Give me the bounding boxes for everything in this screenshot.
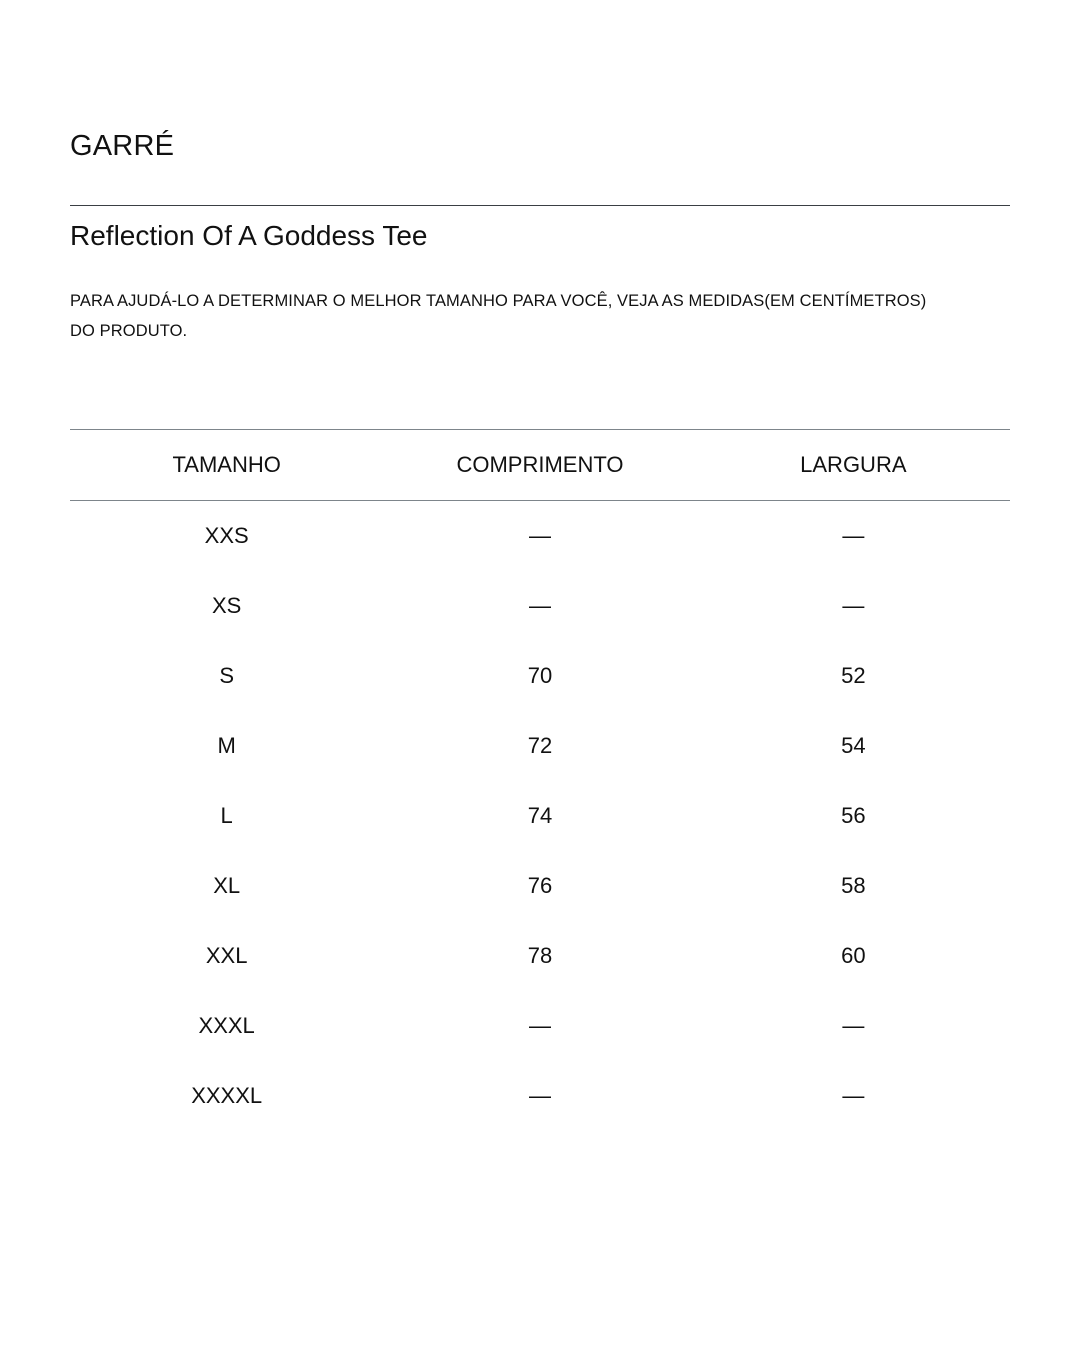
- width-cell: 52: [841, 663, 866, 688]
- size-cell: L: [220, 803, 233, 828]
- table-row: [70, 1061, 1010, 1131]
- width-cell: 60: [841, 943, 866, 968]
- product-title: Reflection Of A Goddess Tee: [70, 220, 428, 251]
- table-row: [70, 991, 1010, 1061]
- brand-logo: GARRÉ: [70, 130, 175, 162]
- length-cell: 70: [527, 663, 553, 688]
- size-cell: XXL: [205, 943, 248, 968]
- length-cell: 78: [527, 943, 553, 968]
- size-cell: XL: [213, 873, 241, 898]
- width-cell: —: [842, 1083, 865, 1108]
- length-cell: —: [528, 1083, 551, 1108]
- header-length: COMPRIMENTO: [456, 452, 624, 477]
- size-cell: XXXL: [198, 1013, 255, 1038]
- size-cell: XXXXL: [191, 1083, 263, 1108]
- size-cell: S: [219, 663, 234, 688]
- divider: [70, 205, 1010, 206]
- length-cell: 72: [527, 733, 553, 758]
- table-row: [70, 921, 1010, 991]
- length-cell: 74: [527, 803, 553, 828]
- size-guide-intro: [70, 286, 1010, 346]
- length-cell: 76: [527, 873, 553, 898]
- length-cell: —: [528, 1013, 551, 1038]
- intro-line: PARA AJUDÁ-LO A DETERMINAR O MELHOR TAMANHO PARA VOCÊ, VEJA AS MEDIDAS(EM CENTÍMETROS): [70, 292, 927, 310]
- width-cell: 58: [841, 873, 866, 898]
- size-cell: M: [217, 733, 236, 758]
- size-table-header: [70, 429, 1010, 501]
- width-cell: —: [842, 523, 865, 548]
- header-width: LARGURA: [800, 452, 907, 477]
- size-cell: XS: [211, 593, 242, 618]
- table-row: [70, 571, 1010, 641]
- table-row: [70, 501, 1010, 571]
- width-cell: —: [842, 1013, 865, 1038]
- length-cell: —: [528, 523, 551, 548]
- table-row: [70, 781, 1010, 851]
- size-table: [70, 429, 1010, 1131]
- intro-line: DO PRODUTO.: [70, 322, 188, 340]
- width-cell: 56: [841, 803, 866, 828]
- table-row: [70, 851, 1010, 921]
- width-cell: —: [842, 593, 865, 618]
- width-cell: 54: [841, 733, 866, 758]
- table-row: [70, 641, 1010, 711]
- table-row: [70, 711, 1010, 781]
- length-cell: —: [528, 593, 551, 618]
- size-cell: XXS: [204, 523, 249, 548]
- header-size: TAMANHO: [172, 452, 281, 477]
